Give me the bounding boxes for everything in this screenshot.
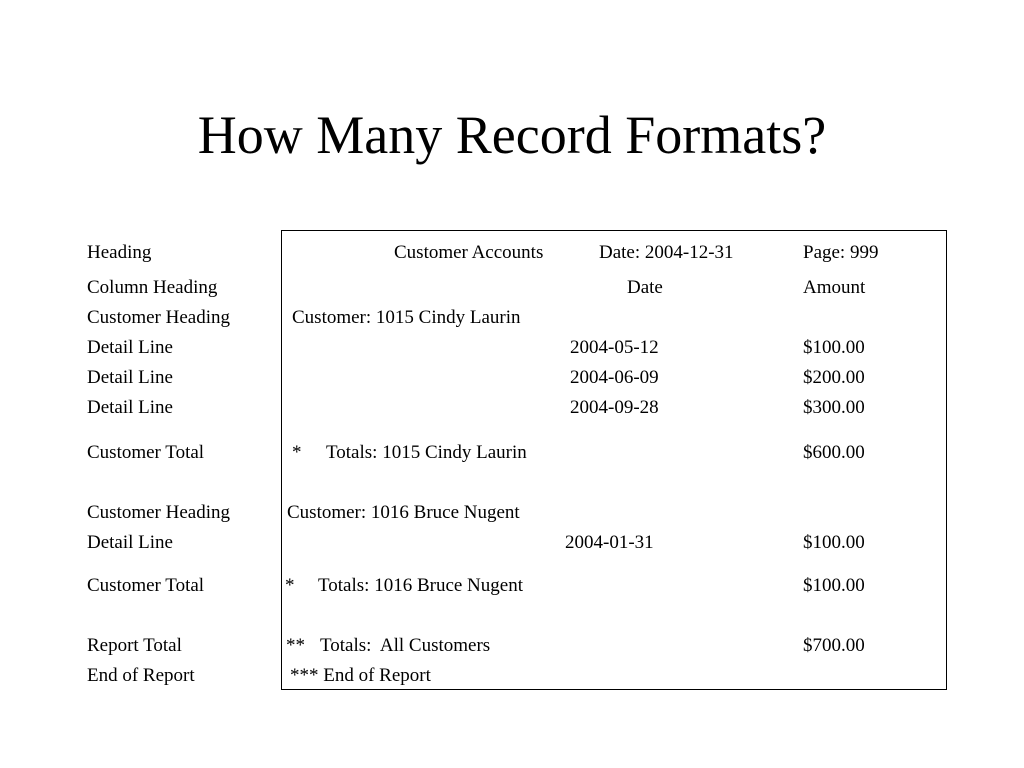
column-heading-amount: Amount: [803, 277, 866, 298]
customer-total-marker: *: [285, 575, 295, 596]
customer-total-label: Totals: 1016 Bruce Nugent: [318, 575, 523, 596]
detail-date: 2004-01-31: [565, 532, 654, 553]
record-type-label: Report Total: [87, 635, 182, 656]
report-total-amount: $700.00: [803, 635, 865, 656]
report-date: Date: 2004-12-31: [599, 242, 734, 263]
record-type-label: Detail Line: [87, 532, 173, 553]
report-total-label: Totals: All Customers: [320, 635, 491, 656]
detail-date: 2004-09-28: [570, 397, 659, 418]
detail-amount: $200.00: [803, 367, 865, 388]
record-type-label: Heading: [87, 242, 152, 263]
detail-date: 2004-06-09: [570, 367, 659, 388]
record-type-label: Column Heading: [87, 277, 218, 298]
report-total-marker: **: [286, 635, 305, 656]
report-name: Customer Accounts: [394, 242, 544, 263]
record-type-label: Customer Heading: [87, 502, 231, 523]
detail-amount: $100.00: [803, 337, 865, 358]
customer-total-amount: $100.00: [803, 575, 865, 596]
detail-amount: $100.00: [803, 532, 865, 553]
record-type-label: Customer Heading: [87, 307, 231, 328]
customer-total-marker: *: [292, 442, 302, 463]
detail-date: 2004-05-12: [570, 337, 659, 358]
detail-amount: $300.00: [803, 397, 865, 418]
record-type-label: Detail Line: [87, 337, 173, 358]
customer-total-label: Totals: 1015 Cindy Laurin: [326, 442, 527, 463]
slide-title: How Many Record Formats?: [197, 105, 827, 165]
column-heading-date: Date: [627, 277, 663, 298]
customer-total-amount: $600.00: [803, 442, 865, 463]
end-of-report: *** End of Report: [290, 665, 431, 686]
report-page: Page: 999: [803, 242, 879, 263]
record-type-label: End of Report: [87, 665, 195, 686]
customer-heading: Customer: 1016 Bruce Nugent: [287, 502, 520, 523]
record-type-label: Detail Line: [87, 397, 173, 418]
record-type-label: Customer Total: [87, 575, 205, 596]
customer-heading: Customer: 1015 Cindy Laurin: [292, 307, 521, 328]
record-type-label: Detail Line: [87, 367, 173, 388]
record-type-label: Customer Total: [87, 442, 205, 463]
